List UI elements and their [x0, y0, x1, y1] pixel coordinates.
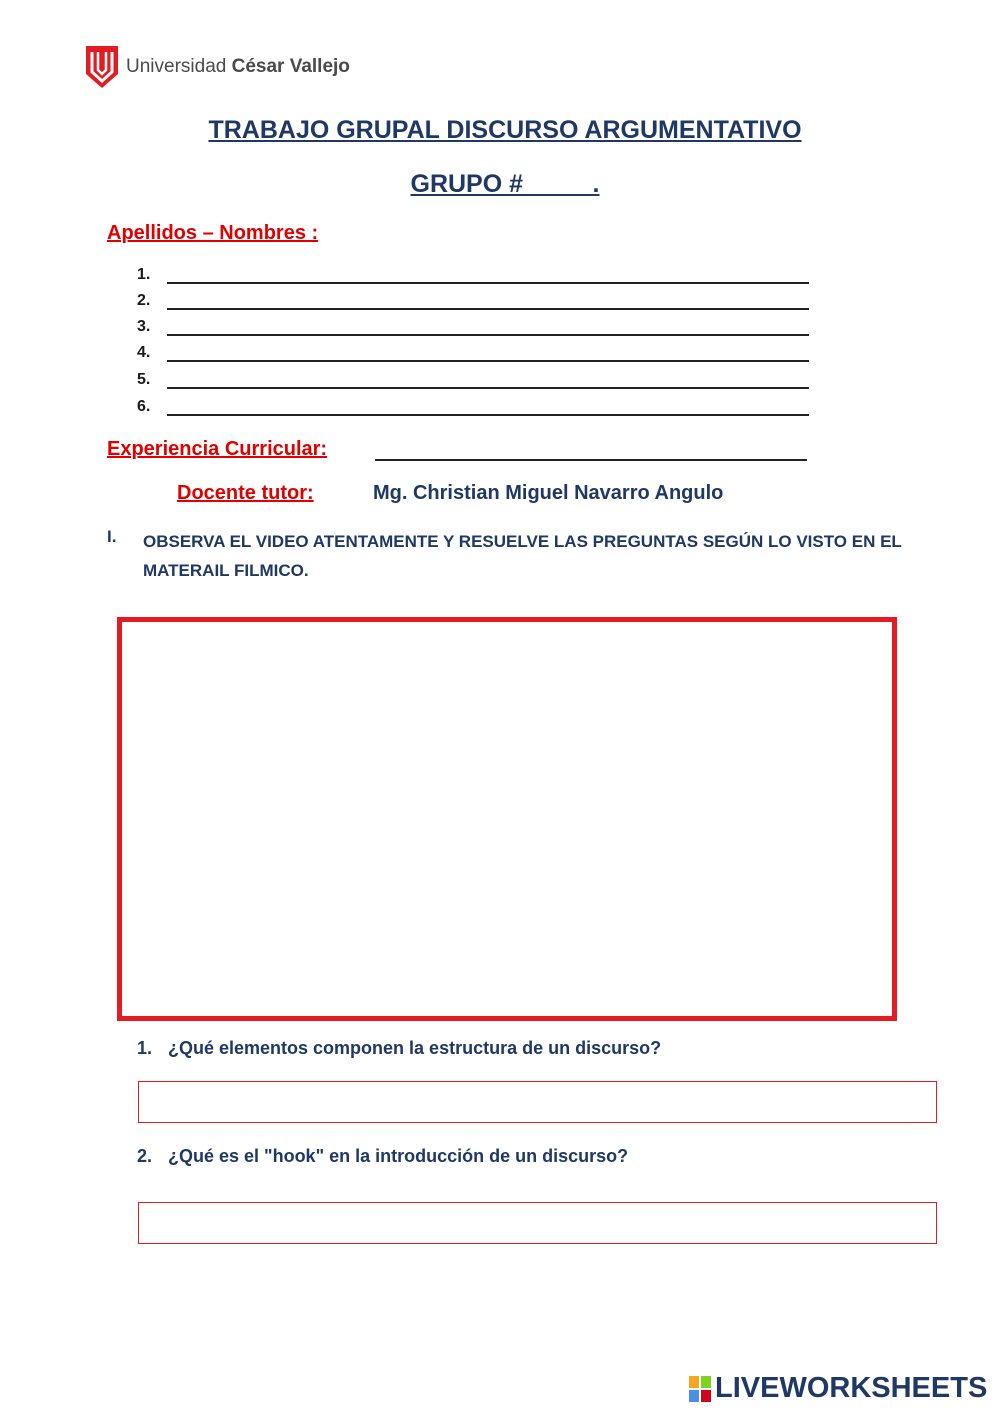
name-line-3[interactable] — [137, 318, 809, 336]
group-number-label: GRUPO #_____. — [410, 170, 600, 198]
question-number: 2. — [137, 1146, 153, 1166]
blank-line — [167, 346, 809, 362]
blank-line — [167, 268, 809, 284]
docente-label: Docente tutor: — [177, 482, 314, 504]
logo-text: Universidad César Vallejo — [126, 56, 350, 77]
name-line-5[interactable] — [137, 371, 809, 389]
name-line-2[interactable] — [137, 292, 809, 310]
list-number: 3. — [137, 318, 151, 335]
name-line-6[interactable] — [137, 398, 809, 416]
docente-name: Mg. Christian Miguel Navarro Angulo — [373, 482, 724, 504]
university-logo — [86, 46, 350, 88]
question-number: 1. — [137, 1038, 153, 1058]
list-number: 6. — [137, 398, 151, 415]
blank-line — [167, 320, 809, 336]
liveworksheets-logo — [689, 1372, 987, 1405]
question-text: ¿Qué es el "hook" en la introducción de un discurso? — [168, 1146, 629, 1166]
page-title: TRABAJO GRUPAL DISCURSO ARGUMENTATIVO — [208, 116, 802, 144]
blank-line — [167, 400, 809, 416]
liveworksheets-blocks-icon — [689, 1376, 711, 1402]
experiencia-label: Experiencia Curricular: — [107, 438, 328, 460]
video-frame[interactable] — [117, 617, 897, 1021]
answer-box-2[interactable] — [138, 1202, 937, 1244]
question-1 — [137, 1038, 661, 1059]
question-text: ¿Qué elementos componen la estructura de un discurso? — [168, 1038, 662, 1058]
name-line-1[interactable] — [137, 266, 809, 284]
list-number: 2. — [137, 292, 151, 309]
liveworksheets-text: LIVEWORKSHEETS — [715, 1372, 988, 1404]
list-number: 5. — [137, 371, 151, 388]
list-number: 1. — [137, 266, 151, 283]
instruction-number: I. — [107, 527, 117, 546]
list-number: 4. — [137, 344, 151, 361]
blank-line — [167, 294, 809, 310]
apellidos-label: Apellidos – Nombres : — [107, 222, 319, 244]
instruction-text: OBSERVA EL VIDEO ATENTAMENTE Y RESUELVE LAS PREGUNTAS SEGÚN LO VISTO EN EL MATERAIL FILMICO. — [143, 532, 902, 580]
experiencia-input-line[interactable] — [375, 459, 807, 461]
ucv-shield-icon — [86, 46, 118, 88]
answer-box-1[interactable] — [138, 1081, 937, 1123]
question-2 — [137, 1146, 628, 1167]
name-line-4[interactable] — [137, 344, 809, 362]
blank-line — [167, 373, 809, 389]
